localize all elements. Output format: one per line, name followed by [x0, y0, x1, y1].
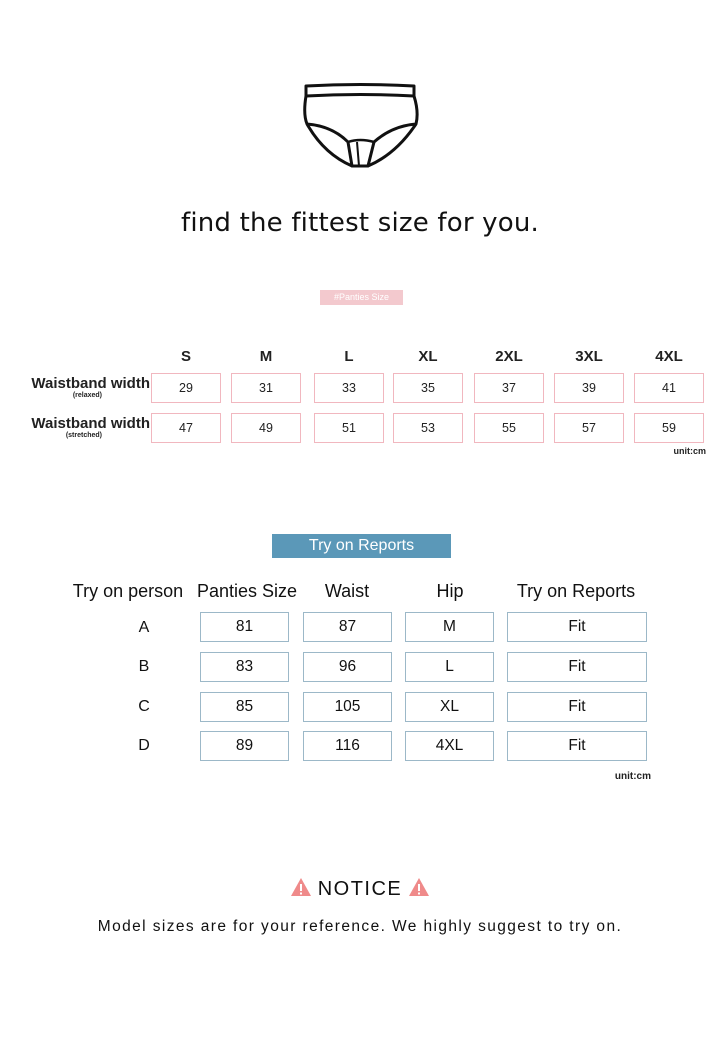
notice-text: Model sizes are for your reference. We highly suggest to try on.: [97, 918, 623, 935]
size-unit-label: unit:cm: [673, 446, 706, 456]
header-hip: Hip: [436, 581, 464, 601]
tagline: find the fittest size for you.: [180, 208, 540, 238]
size-header-l: L: [344, 348, 354, 365]
header-waist: Waist: [324, 581, 370, 601]
size-cell: 35: [393, 373, 463, 403]
notice-title: [0, 877, 720, 901]
panties-size-cell: 81: [200, 612, 289, 642]
size-cell: 29: [151, 373, 221, 403]
size-cell: 41: [634, 373, 704, 403]
size-header-m: M: [259, 348, 273, 365]
size-cell: 49: [231, 413, 301, 443]
panties-size-cell: 89: [200, 731, 289, 761]
waist-cell: 96: [303, 652, 392, 682]
person-label: C: [138, 698, 150, 715]
waist-cell: 116: [303, 731, 392, 761]
report-cell: Fit: [507, 731, 647, 761]
size-cell: 51: [314, 413, 384, 443]
size-cell: 47: [151, 413, 221, 443]
hip-cell: 4XL: [405, 731, 494, 761]
size-cell: 37: [474, 373, 544, 403]
person-label: A: [138, 619, 150, 636]
size-header-s: S: [180, 348, 191, 365]
panties-size-cell: 83: [200, 652, 289, 682]
waist-cell: 105: [303, 692, 392, 722]
size-cell: 31: [231, 373, 301, 403]
header-try-on-person: Try on person: [72, 581, 184, 601]
panties-icon: [302, 82, 420, 170]
row-label-text: Waistband width: [31, 375, 150, 392]
waist-cell: 87: [303, 612, 392, 642]
try-on-reports-tag: Try on Reports: [272, 534, 451, 558]
size-header-3xl: 3XL: [575, 348, 603, 365]
report-cell: Fit: [507, 652, 647, 682]
hip-cell: XL: [405, 692, 494, 722]
report-cell: Fit: [507, 692, 647, 722]
warning-icon: [408, 877, 430, 897]
size-cell: 57: [554, 413, 624, 443]
hip-cell: L: [405, 652, 494, 682]
row-label-relaxed: [14, 376, 150, 400]
size-header-4xl: 4XL: [655, 348, 683, 365]
size-cell: 55: [474, 413, 544, 443]
size-header-2xl: 2XL: [495, 348, 523, 365]
person-label: B: [138, 658, 150, 675]
size-cell: 59: [634, 413, 704, 443]
row-sublabel: (stretched): [65, 432, 102, 439]
notice-title-text: NOTICE: [317, 878, 403, 900]
size-header-xl: XL: [418, 348, 438, 365]
row-sublabel: (relaxed): [72, 392, 102, 399]
size-cell: 33: [314, 373, 384, 403]
try-on-unit-label: unit:cm: [614, 771, 651, 782]
size-cell: 53: [393, 413, 463, 443]
report-cell: Fit: [507, 612, 647, 642]
person-label: D: [138, 737, 150, 754]
header-try-on-reports: Try on Reports: [516, 581, 636, 601]
row-label-stretched: [14, 416, 150, 440]
warning-icon: [290, 877, 312, 897]
size-cell: 39: [554, 373, 624, 403]
header-panties-size: Panties Size: [196, 581, 298, 601]
panties-size-cell: 85: [200, 692, 289, 722]
panties-size-tag: #Panties Size: [320, 290, 403, 305]
hip-cell: M: [405, 612, 494, 642]
row-label-text: Waistband width: [31, 415, 150, 432]
